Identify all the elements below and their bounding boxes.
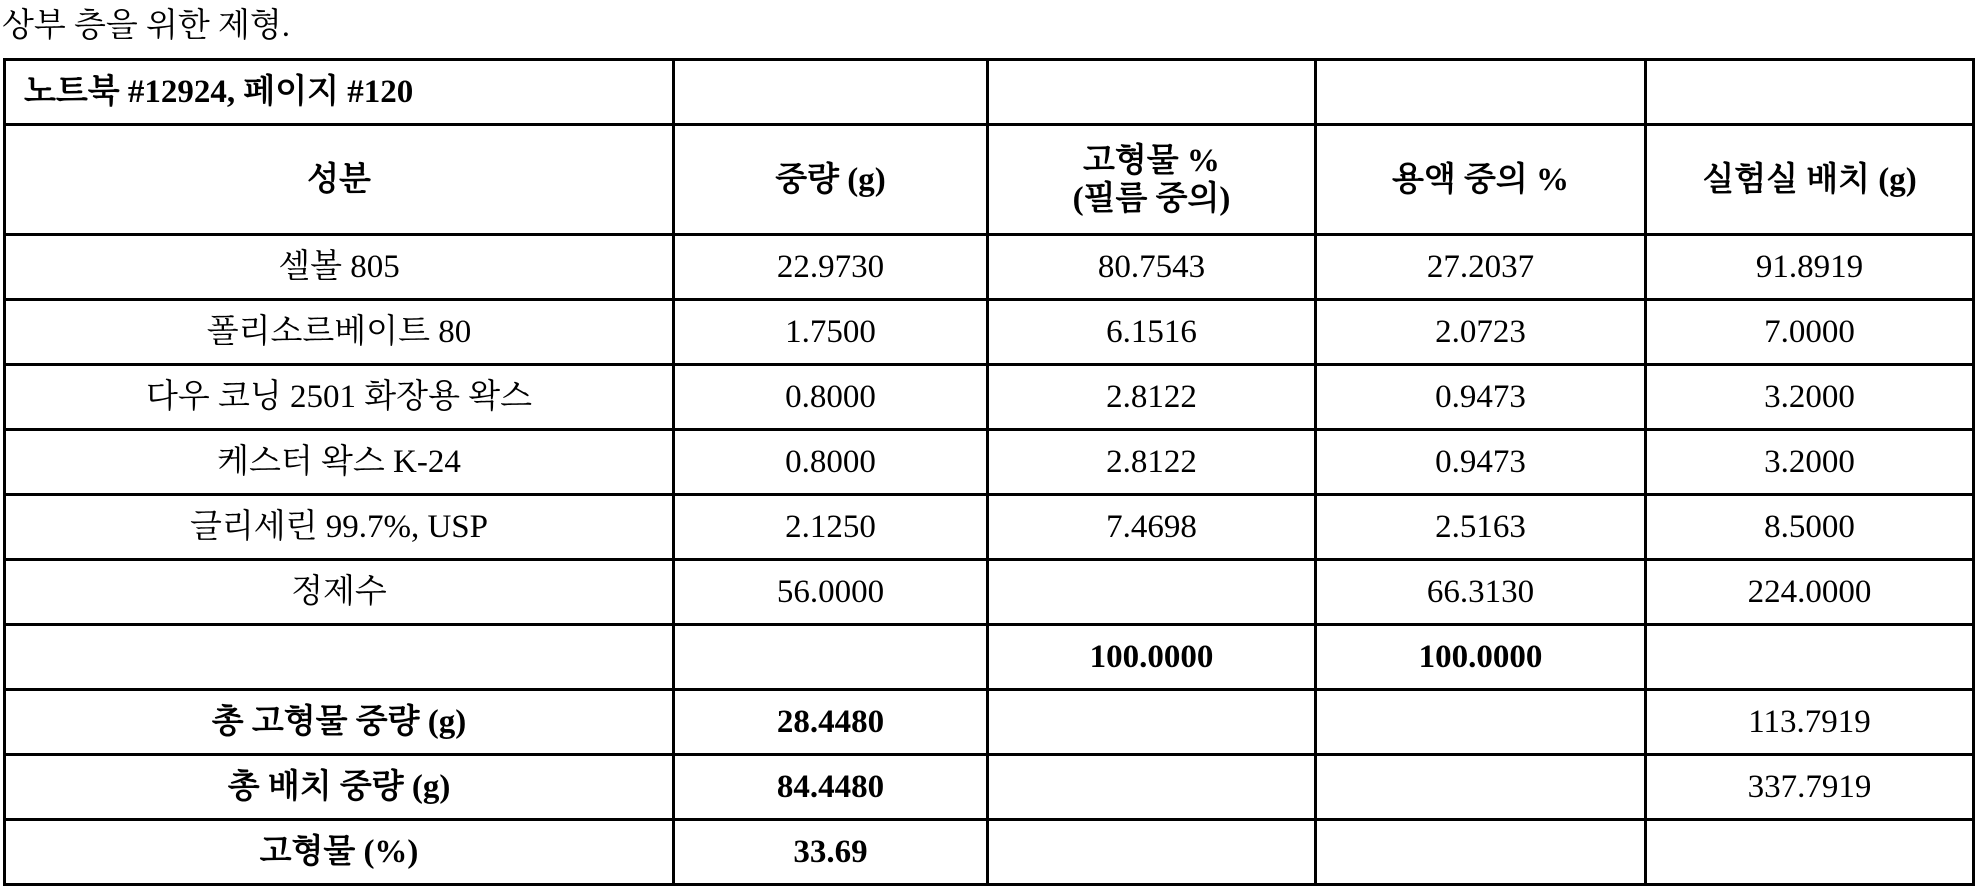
cell-solution-percent: 100.0000 xyxy=(1316,625,1646,690)
cell-ingredient: 정제수 xyxy=(5,560,674,625)
cell-lab-batch: 3.2000 xyxy=(1646,430,1974,495)
total-solids-percent xyxy=(988,755,1316,820)
total-solution-percent xyxy=(1316,690,1646,755)
table-row xyxy=(5,300,1974,365)
cell-lab-batch: 224.0000 xyxy=(1646,560,1974,625)
total-solids-percent xyxy=(988,820,1316,885)
total-ingredient: 총 배치 중량 (g) xyxy=(5,755,674,820)
cell-solution-percent: 2.0723 xyxy=(1316,300,1646,365)
table-caption: 상부 층을 위한 제형. xyxy=(2,4,290,48)
cell-solution-percent: 27.2037 xyxy=(1316,235,1646,300)
cell-ingredient: 글리세린 99.7%, USP xyxy=(5,495,674,560)
total-weight: 84.4480 xyxy=(674,755,988,820)
cell-ingredient: 셀볼 805 xyxy=(5,235,674,300)
cell-weight: 0.8000 xyxy=(674,430,988,495)
table-row xyxy=(5,235,1974,300)
cell-solution-percent: 0.9473 xyxy=(1316,430,1646,495)
table-row xyxy=(5,365,1974,430)
cell-weight: 1.7500 xyxy=(674,300,988,365)
header-solids-percent xyxy=(988,125,1316,235)
cell-solids-percent: 2.8122 xyxy=(988,430,1316,495)
cell-ingredient: 폴리소르베이트 80 xyxy=(5,300,674,365)
header-row xyxy=(5,125,1974,235)
table-row xyxy=(5,495,1974,560)
cell-ingredient xyxy=(5,625,674,690)
total-weight: 33.69 xyxy=(674,820,988,885)
cell-weight xyxy=(674,625,988,690)
cell-solution-percent: 0.9473 xyxy=(1316,365,1646,430)
cell-lab-batch: 7.0000 xyxy=(1646,300,1974,365)
total-lab-batch: 337.7919 xyxy=(1646,755,1974,820)
cell-lab-batch: 8.5000 xyxy=(1646,495,1974,560)
cell-ingredient: 케스터 왁스 K-24 xyxy=(5,430,674,495)
cell-ingredient: 다우 코닝 2501 화장용 왁스 xyxy=(5,365,674,430)
cell-solution-percent: 66.3130 xyxy=(1316,560,1646,625)
table-row xyxy=(5,430,1974,495)
table-row xyxy=(5,560,1974,625)
cell-solids-percent: 7.4698 xyxy=(988,495,1316,560)
total-lab-batch: 113.7919 xyxy=(1646,690,1974,755)
header-solids-line1: 고형물 % xyxy=(1083,143,1220,179)
header-weight: 중량 (g) xyxy=(674,125,988,235)
total-weight: 28.4480 xyxy=(674,690,988,755)
cell-lab-batch: 91.8919 xyxy=(1646,235,1974,300)
totals-row xyxy=(5,755,1974,820)
cell-weight: 56.0000 xyxy=(674,560,988,625)
cell-weight: 0.8000 xyxy=(674,365,988,430)
cell-solids-percent: 2.8122 xyxy=(988,365,1316,430)
cell-lab-batch: 3.2000 xyxy=(1646,365,1974,430)
notebook-reference: 노트북 #12924, 페이지 #120 xyxy=(5,60,674,125)
totals-row xyxy=(5,690,1974,755)
table-row xyxy=(5,625,1974,690)
header-ingredient: 성분 xyxy=(5,125,674,235)
cell-solids-percent xyxy=(988,560,1316,625)
cell-solids-percent: 80.7543 xyxy=(988,235,1316,300)
total-lab-batch xyxy=(1646,820,1974,885)
header-solution-percent: 용액 중의 % xyxy=(1316,125,1646,235)
cell-weight: 22.9730 xyxy=(674,235,988,300)
cell-weight: 2.1250 xyxy=(674,495,988,560)
total-ingredient: 고형물 (%) xyxy=(5,820,674,885)
total-solids-percent xyxy=(988,690,1316,755)
formulation-table xyxy=(3,58,1975,886)
header-solids-line2: (필름 중의) xyxy=(1073,181,1231,217)
header-lab-batch: 실험실 배치 (g) xyxy=(1646,125,1974,235)
cell-solids-percent: 6.1516 xyxy=(988,300,1316,365)
total-ingredient: 총 고형물 중량 (g) xyxy=(5,690,674,755)
cell-solids-percent: 100.0000 xyxy=(988,625,1316,690)
totals-row xyxy=(5,820,1974,885)
total-solution-percent xyxy=(1316,820,1646,885)
cell-solution-percent: 2.5163 xyxy=(1316,495,1646,560)
cell-lab-batch xyxy=(1646,625,1974,690)
total-solution-percent xyxy=(1316,755,1646,820)
